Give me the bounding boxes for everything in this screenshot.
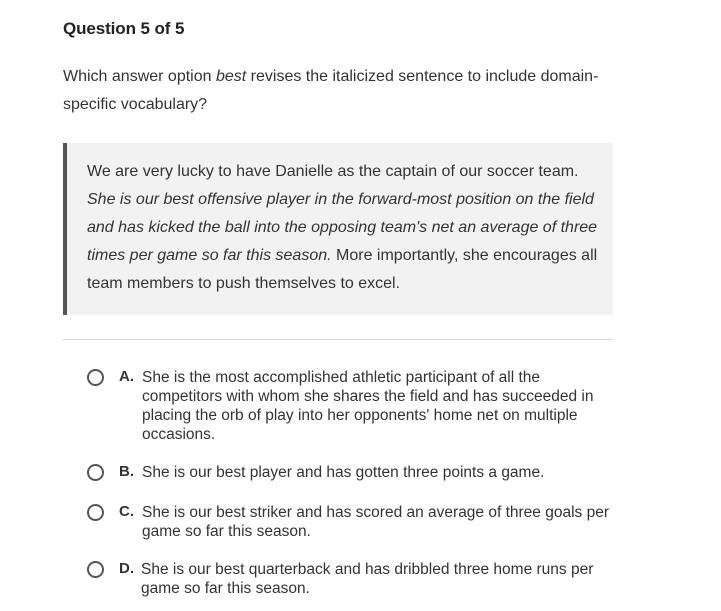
passage-text [87, 158, 602, 298]
question-counter: Question 5 of 5 [63, 19, 185, 38]
divider [63, 339, 613, 340]
answer-option-b[interactable] [87, 463, 617, 485]
option-letter-c: C. [119, 503, 134, 520]
radio-button-a[interactable] [87, 369, 104, 386]
answer-option-c[interactable] [87, 503, 617, 543]
option-text-d: She is our best quarterback and has dribbled three home runs per game so far this season. [141, 561, 594, 597]
option-text-c: She is our best striker and has scored an average of three goals per game so far this season. [142, 504, 609, 540]
option-letter-b: B. [119, 463, 134, 480]
prompt-text-end: revises the italicized sentence to include domain-specific vocabulary? [63, 68, 599, 113]
passage-italic-sentence: She is our best offensive player in the forward-most position on the field and has kicked the ball into the opposing team's net an average of three times per game so far this season. [87, 191, 598, 264]
prompt-emphasis: best [215, 68, 247, 85]
passage-tail: More importantly, she encourages all team members to push themselves to excel. [87, 247, 598, 292]
question-prompt [63, 63, 623, 119]
option-letter-d: D. [119, 560, 134, 577]
radio-button-b[interactable] [87, 464, 104, 481]
passage-box [63, 143, 613, 315]
answer-option-d[interactable] [87, 560, 617, 600]
option-text-a: She is the most accomplished athletic participant of all the competitors with whom she shares the field and has succeeded in placing the orb of play into her opponents' home net on multiple occasions. [142, 369, 594, 443]
option-text-b: She is our best player and has gotten three points a game. [142, 464, 545, 481]
answer-option-a[interactable] [87, 368, 617, 444]
prompt-text-start: Which answer option [63, 68, 216, 85]
passage-lead: We are very lucky to have Danielle as the captain of our soccer team. [87, 163, 579, 180]
radio-button-c[interactable] [87, 504, 104, 521]
radio-button-d[interactable] [87, 561, 104, 578]
option-letter-a: A. [119, 368, 134, 385]
